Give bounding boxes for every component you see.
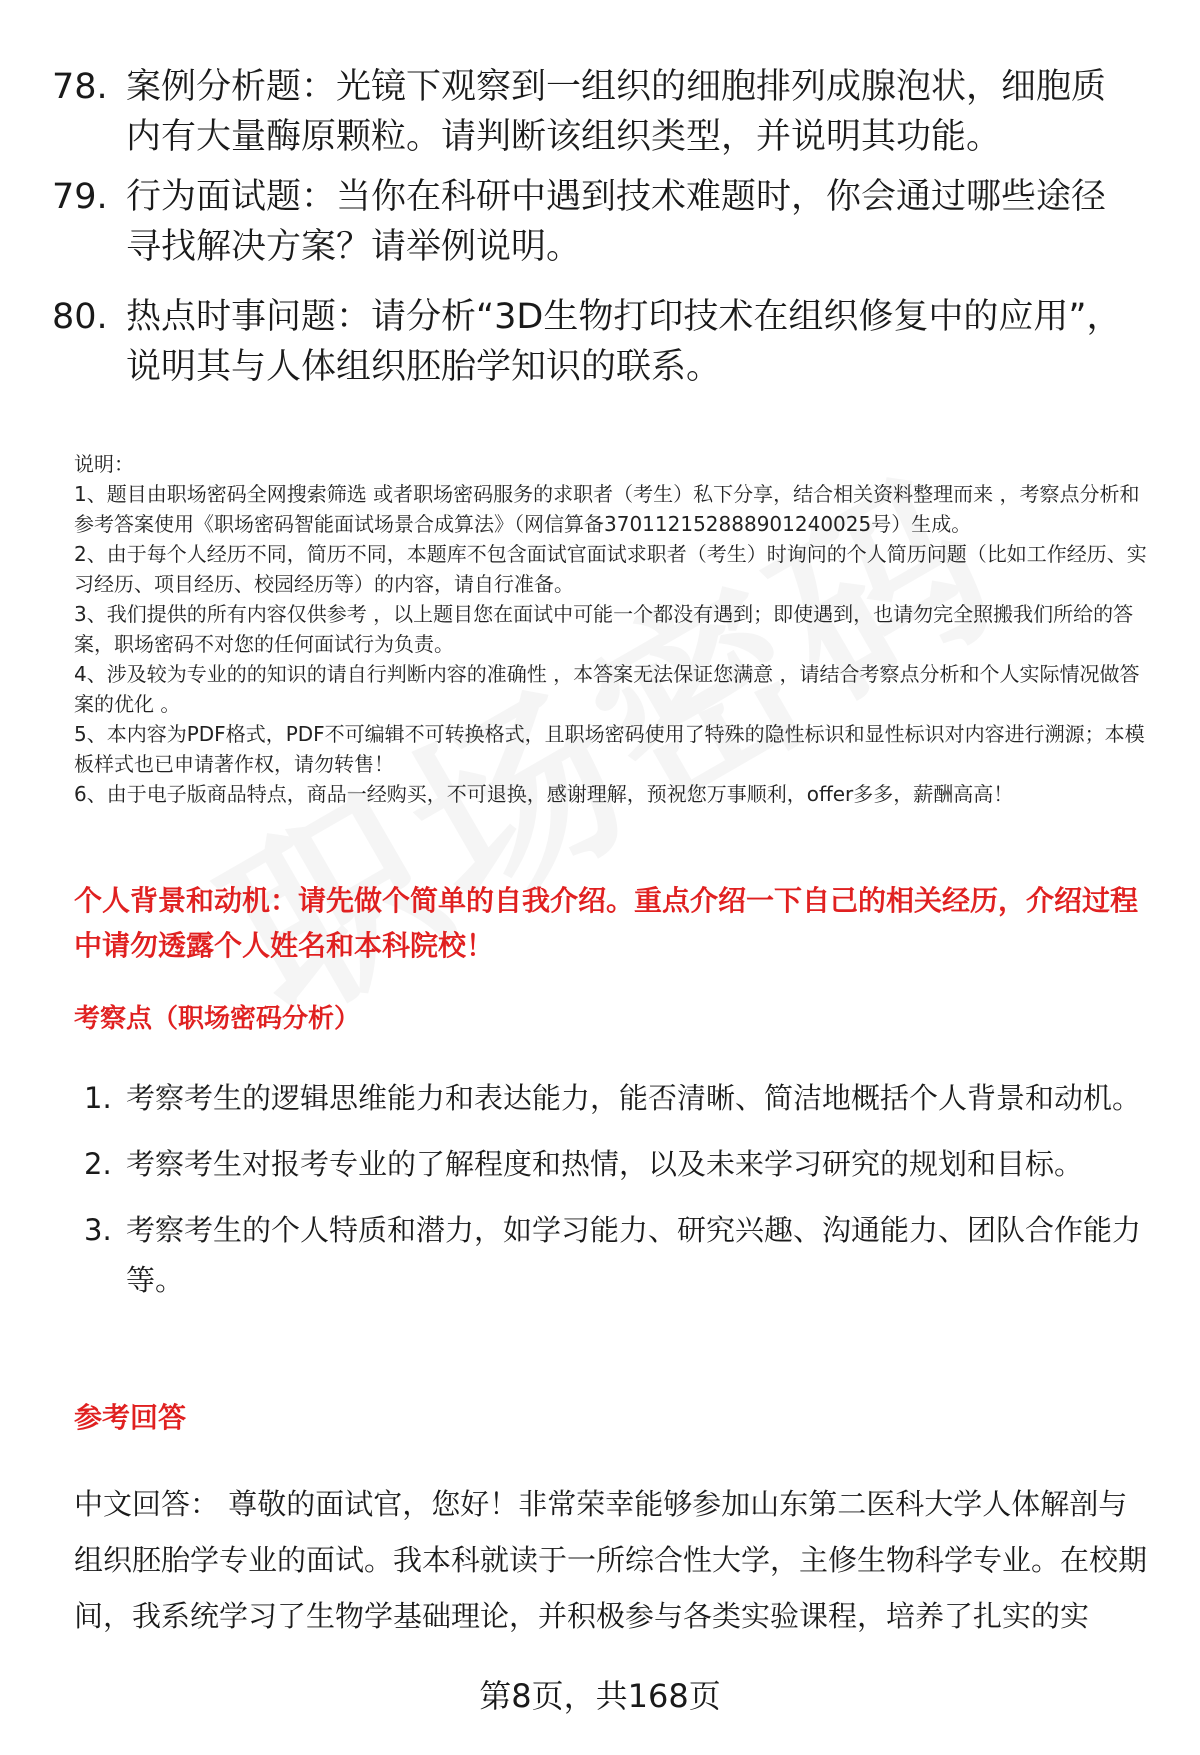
point-text: 考察考生的逻辑思维能力和表达能力，能否清晰、简洁地概括个人背景和动机。 bbox=[126, 1081, 1142, 1115]
question-number: 78. bbox=[52, 67, 108, 107]
point-text: 考察考生的个人特质和潜力，如学习能力、研究兴趣、沟通能力、团队合作能力等。 bbox=[126, 1213, 1142, 1297]
question-text: 热点时事问题：请分析“3D生物打印技术在组织修复中的应用”，说明其与人体组织胚胎学知识的联系。 bbox=[126, 297, 1122, 387]
note-item: 2、由于每个人经历不同，简历不同，本题库不包含面试官面试求职者（考生）时询问的个人简历问题（比如工作经历、实习经历、项目经历、校园经历等）的内容，请自行准备。 bbox=[74, 542, 1147, 596]
list-item bbox=[84, 1139, 1150, 1189]
point-number: 3. bbox=[84, 1213, 112, 1247]
question-80 bbox=[52, 292, 1140, 392]
point-number: 2. bbox=[84, 1147, 112, 1181]
answer-title: 参考回答 bbox=[74, 1401, 187, 1434]
note-item: 1、题目由职场密码全网搜索筛选 或者职场密码服务的求职者（考生）私下分享，结合相关资料整理而来 ，考察点分析和参考答案使用《职场密码智能面试场景合成算法》（网信算备370112152888901240025号）生成。 bbox=[74, 482, 1140, 536]
list-item bbox=[84, 1073, 1150, 1123]
current-question: 个人背景和动机：请先做个简单的自我介绍。重点介绍一下自己的相关经历，介绍过程中请勿透露个人姓名和本科院校！ bbox=[74, 884, 1139, 962]
page-footer: 第8页，共168页 bbox=[479, 1677, 721, 1715]
question-79 bbox=[52, 172, 1140, 272]
question-number: 80. bbox=[52, 297, 108, 337]
note-item: 4、涉及较为专业的的知识的请自行判断内容的准确性 ，本答案无法保证您满意 ，请结合考察点分析和个人实际情况做答案的优化 。 bbox=[74, 662, 1140, 716]
point-text: 考察考生对报考专业的了解程度和热情，以及未来学习研究的规划和目标。 bbox=[126, 1147, 1084, 1181]
focus-title: 考察点（职场密码分析） bbox=[74, 1004, 361, 1034]
point-number: 1. bbox=[84, 1081, 112, 1115]
notes-section bbox=[74, 449, 1156, 809]
question-text: 案例分析题：光镜下观察到一组织的细胞排列成腺泡状，细胞质内有大量酶原颗粒。请判断该组织类型，并说明其功能。 bbox=[126, 67, 1107, 157]
list-item bbox=[84, 1205, 1150, 1305]
answer-text: 中文回答： 尊敬的面试官，您好！非常荣幸能够参加山东第二医科大学人体解剖与组织胚胎学专业的面试。我本科就读于一所综合性大学，主修生物科学专业。在校期间，我系统学习了生物学基础理论，并积极参与各类实验课程，培养了扎实的实 bbox=[74, 1487, 1148, 1633]
note-item: 6、由于电子版商品特点，商品一经购买，不可退换，感谢理解，预祝您万事顺利，offer多多，薪酬高高！ bbox=[74, 782, 1014, 806]
question-number: 79. bbox=[52, 177, 108, 217]
question-text: 行为面试题：当你在科研中遇到技术难题时，你会通过哪些途径寻找解决方案？请举例说明。 bbox=[126, 177, 1107, 267]
note-item: 5、本内容为PDF格式，PDF不可编辑不可转换格式，且职场密码使用了特殊的隐性标识和显性标识对内容进行溯源；本模板样式也已申请著作权，请勿转售！ bbox=[74, 722, 1145, 776]
notes-title: 说明： bbox=[74, 452, 134, 476]
note-item: 3、我们提供的所有内容仅供参考 ，以上题目您在面试中可能一个都没有遇到；即使遇到，也请勿完全照搬我们所给的答案，职场密码不对您的任何面试行为负责。 bbox=[74, 602, 1134, 656]
question-78 bbox=[52, 62, 1140, 162]
focus-points bbox=[84, 1073, 1150, 1321]
